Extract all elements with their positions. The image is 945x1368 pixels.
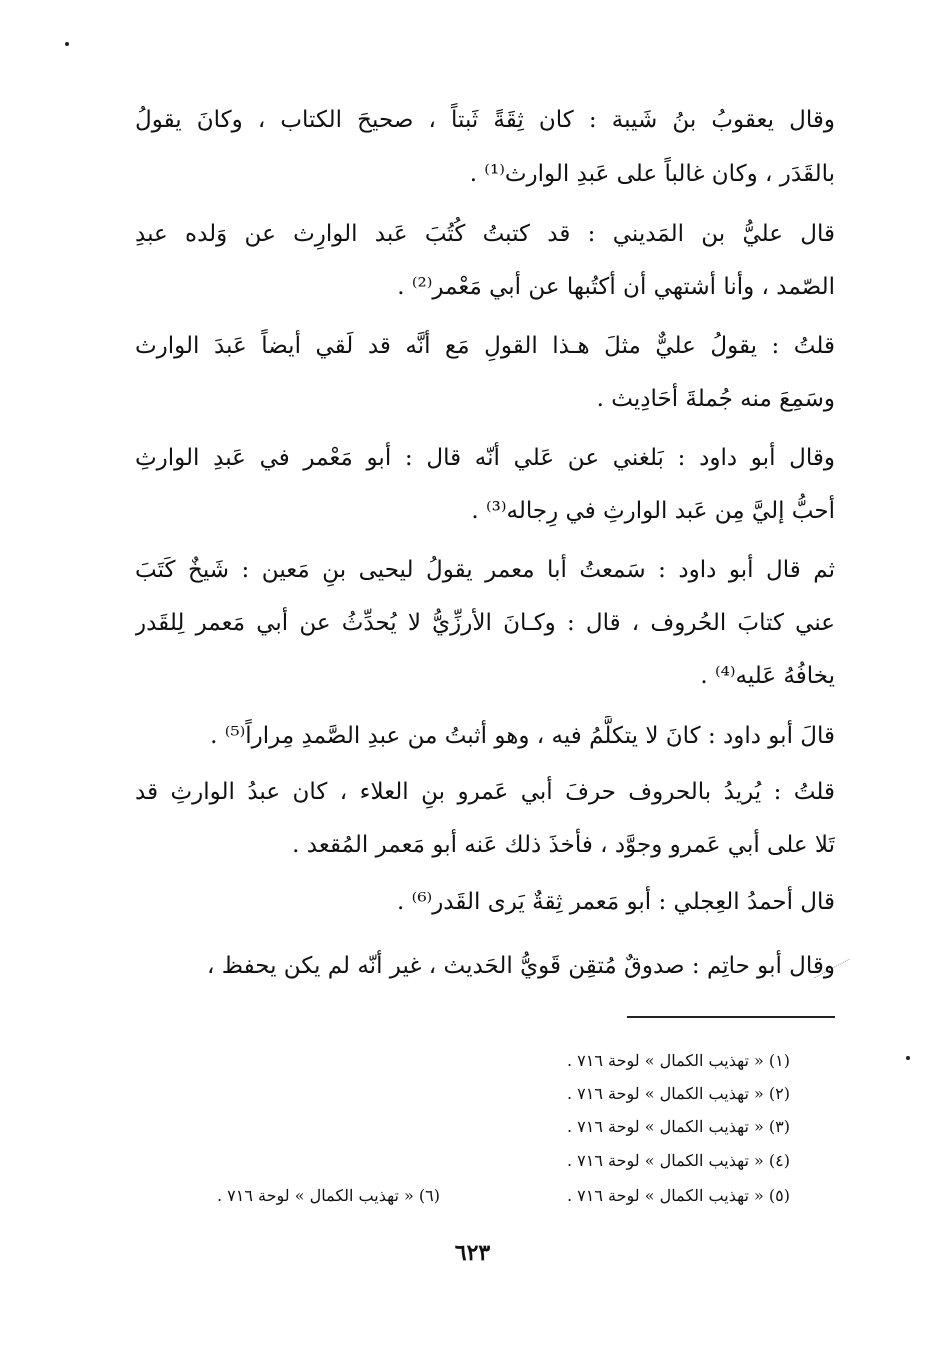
text-line: ثم قال أبو داود : سَمعتُ أبا معمر يقولُ ليحيى بنِ مَعين : شَيخٌ كَتَبَ xyxy=(135,557,835,583)
footnote: (٣) « تهذيب الكمال » لوحة ٧١٦ . xyxy=(566,1117,790,1136)
footnote: (٥) « تهذيب الكمال » لوحة ٧١٦ . xyxy=(566,1186,790,1205)
footnote: (٢) « تهذيب الكمال » لوحة ٧١٦ . xyxy=(566,1084,790,1103)
footnote-separator xyxy=(627,1016,835,1018)
text-line: وقال يعقوبُ بنُ شَيبة : كان ثِقَةً ثَبتاً ، صحيحَ الكتاب ، وكانَ يقولُ xyxy=(135,107,835,133)
footnote: (٦) « تهذيب الكمال » لوحة ٧١٦ . xyxy=(216,1186,440,1205)
text-line: أحبُّ إليَّ مِن عَبد الوارثِ في رِجاله⁽³⁾ . xyxy=(471,498,835,524)
text-line: وقال أبو حاتِم : صدوقٌ مُتقِن قَويُّ الحَديث ، غير أنّه لم يكن يحفظ ، xyxy=(207,953,835,979)
scan-speck xyxy=(906,1056,910,1060)
text-line: قلتُ : يُريدُ بالحروف حرفَ أبي عَمرو بنِ العلاء ، كان عبدُ الوارثِ قد xyxy=(135,779,835,805)
text-line: قال عليُّ بن المَديني : قد كتبتُ كُتُبَ عَبد الوارِث عن وَلده عبدِ xyxy=(135,221,835,247)
page-number: ٦٢٣ xyxy=(454,1240,491,1266)
footnote: (١) « تهذيب الكمال » لوحة ٧١٦ . xyxy=(566,1051,790,1070)
text-line: وقال أبو داود : بَلغني عن عَلي أنّه قال : أبو مَعْمر في عَبدِ الوارثِ xyxy=(135,445,835,471)
text-line: قلتُ : يقولُ عليٌّ مثلَ هـذا القولِ مَع أنَّه قد لَقي أيضاً عَبدَ الوارث xyxy=(135,333,835,359)
text-line: قال أحمدُ العِجلي : أبو مَعمر ثِقةٌ يَرى القَدر⁽⁶⁾ . xyxy=(397,889,835,915)
text-line: تَلا على أبي عَمرو وجوَّد ، فأخذَ ذلك عَنه أبو مَعمر المُقعد . xyxy=(292,832,835,858)
text-line: بالقَدَر ، وكان غالباً على عَبدِ الوارث⁽¹⁾ . xyxy=(469,161,835,187)
text-line: الصّمد ، وأنا أشتهي أن أكتُبها عن أبي مَعْمر⁽²⁾ . xyxy=(397,274,835,300)
text-line: يخافُهُ عَليه⁽⁴⁾ . xyxy=(700,663,835,689)
footnote: (٤) « تهذيب الكمال » لوحة ٧١٦ . xyxy=(566,1151,790,1170)
text-line: قالَ أبو داود : كانَ لا يتكلَّمُ فيه ، وهو أثبتُ من عبدِ الصَّمدِ مِراراً⁽⁵⁾ . xyxy=(210,723,835,749)
text-line: عني كتابَ الحُروف ، قال : وكـانَ الأرزِّيُّ لا يُحدِّثُ عن أبي مَعمر لِلقَدر xyxy=(135,610,835,636)
text-line: وسَمِعَ منه جُملةَ أحَادِيث . xyxy=(596,386,835,412)
scan-speck xyxy=(65,42,69,46)
